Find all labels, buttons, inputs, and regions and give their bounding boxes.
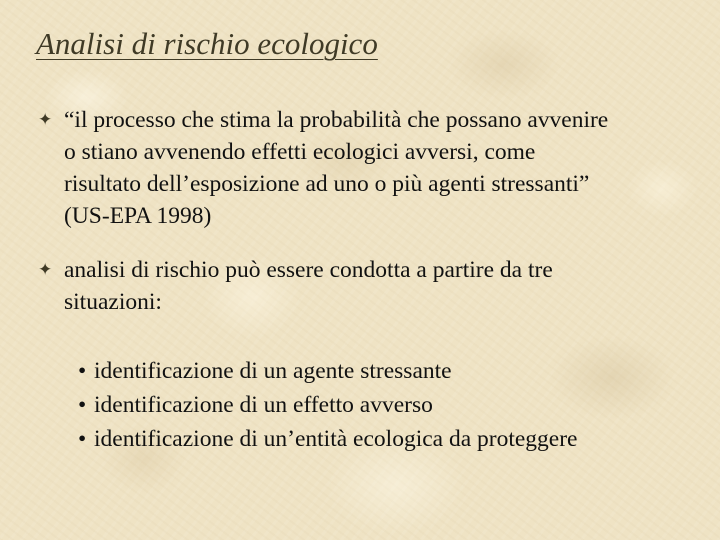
- bullet-line: (US-EPA 1998): [64, 203, 212, 229]
- sub-bullet-list: [78, 354, 577, 456]
- bullet-definition: [36, 104, 716, 232]
- bullet-line: “il processo che stima la probabilità che possano avvenire: [64, 107, 609, 133]
- sub-bullet-dot: •: [78, 392, 87, 418]
- sub-bullet-text: identificazione di un’entità ecologica da proteggere: [94, 426, 578, 452]
- bullet-situations: [36, 254, 716, 318]
- sub-bullet-dot: •: [78, 426, 87, 452]
- sub-bullet-text: identificazione di un effetto avverso: [94, 392, 433, 418]
- sub-bullet-item: [78, 354, 577, 388]
- bullet-line: situazioni:: [64, 289, 162, 315]
- bullet-line: o stiano avvenendo effetti ecologici avversi, come: [64, 139, 536, 165]
- sub-bullet-text: identificazione di un agente stressante: [94, 358, 452, 384]
- four-pointed-star-icon: ✦: [38, 260, 53, 280]
- slide-title: Analisi di rischio ecologico: [36, 26, 378, 61]
- four-pointed-star-icon: ✦: [38, 110, 53, 130]
- bullet-list: [36, 104, 716, 318]
- sub-bullet-item: [78, 388, 577, 422]
- bullet-line: risultato dell’esposizione ad uno o più agenti stressanti”: [64, 171, 590, 197]
- sub-bullet-item: [78, 422, 577, 456]
- bullet-line: analisi di rischio può essere condotta a partire da tre: [64, 257, 553, 283]
- sub-bullet-dot: •: [78, 358, 87, 384]
